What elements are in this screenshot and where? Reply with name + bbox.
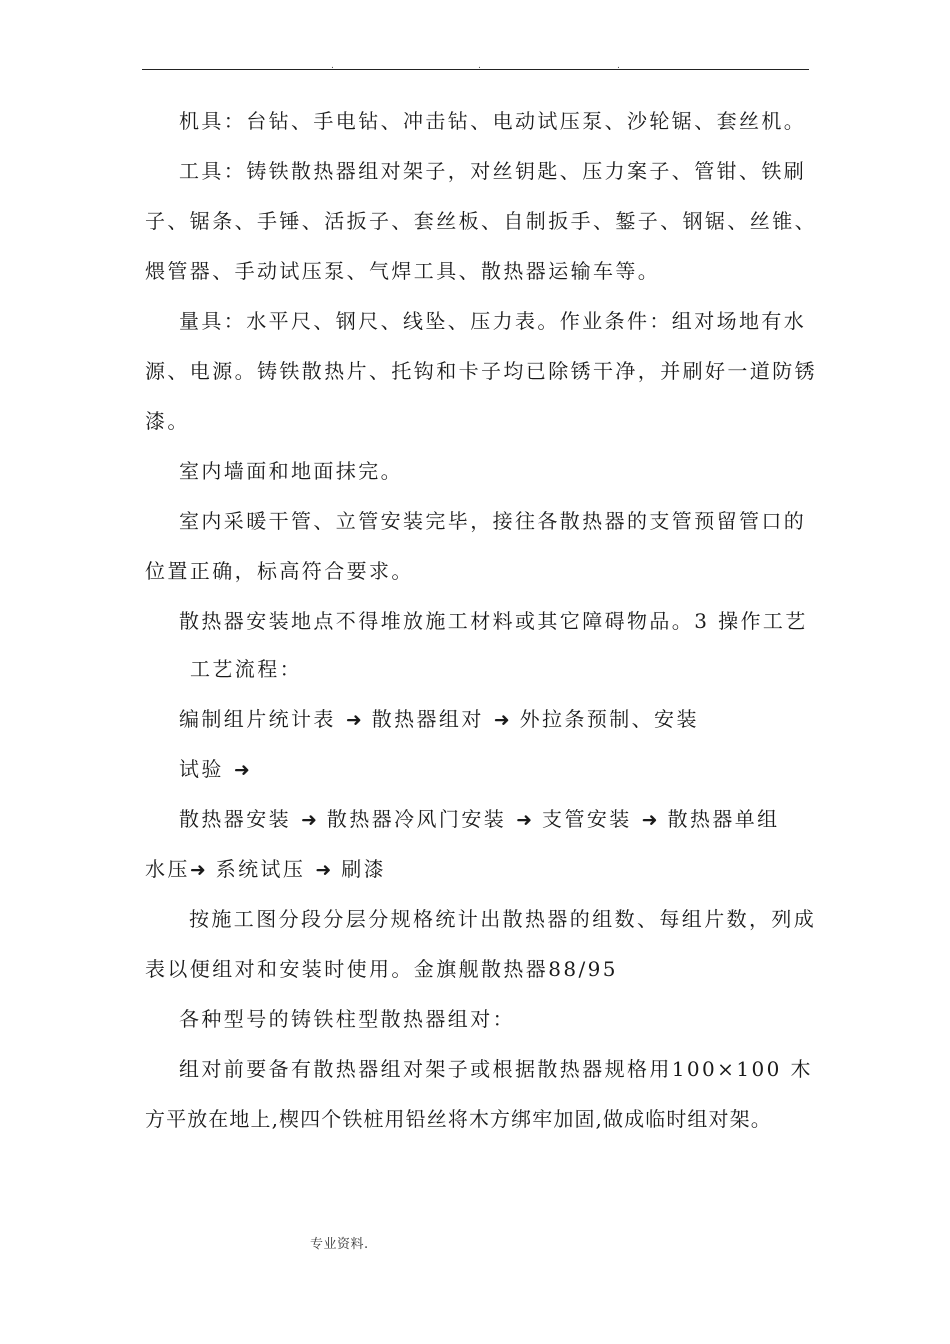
right-arrow-icon: ➜	[315, 859, 332, 881]
header-rule	[142, 69, 809, 70]
flow-step: 散热器冷风门安装	[326, 807, 507, 831]
text-line: 散热器安装地点不得堆放施工材料或其它障碍物品。3 操作工艺	[179, 609, 808, 633]
footer-text: 专业资料.	[310, 1237, 369, 1252]
text-line: 漆。	[145, 409, 190, 433]
right-arrow-icon: ➜	[233, 759, 250, 781]
flow-step: 散热器组对	[371, 707, 484, 731]
flow-step: 水压	[145, 857, 190, 881]
text-line: 各种型号的铸铁柱型散热器组对：	[179, 1007, 515, 1031]
right-arrow-icon: ➜	[345, 709, 362, 731]
flow-step: 刷漆	[341, 857, 387, 881]
text-line: 按施工图分段分层分规格统计出散热器的组数、每组片数，列成	[189, 907, 817, 931]
text-line-tools-machines: 机具：台钻、手电钻、冲击钻、电动试压泵、沙轮锯、套丝机。	[179, 109, 807, 133]
text-line: 室内采暖干管、立管安装完毕，接往各散热器的支管预留管口的	[179, 509, 807, 533]
flow-step: 散热器安装	[179, 807, 291, 831]
flow-row-1	[179, 706, 699, 733]
text-line: 室内墙面和地面抹完。	[179, 459, 403, 483]
text-line: 位置正确，标高符合要求。	[145, 559, 414, 583]
text-line-measuring-tools: 量具：水平尺、钢尺、线坠、压力表。作业条件：组对场地有水	[179, 309, 807, 333]
flow-row-3	[179, 806, 780, 833]
flow-step: 系统试压	[215, 857, 306, 881]
flow-step: 支管安装	[542, 807, 632, 831]
header-dot: .	[331, 61, 334, 71]
right-arrow-icon: ➜	[189, 859, 206, 881]
flow-step: 散热器单组	[667, 807, 780, 831]
text-line: 表以便组对和安装时使用。金旗舰散热器88/95	[145, 957, 618, 981]
section-heading-process-flow: 工艺流程：	[190, 657, 302, 681]
text-line-tools: 工具：铸铁散热器组对架子，对丝钥匙、压力案子、管钳、铁刷	[179, 159, 807, 183]
right-arrow-icon: ➜	[301, 809, 317, 831]
flow-step: 编制组片统计表	[179, 707, 336, 731]
flow-step: 试验	[179, 757, 224, 781]
text-line: 煨管器、手动试压泵、气焊工具、散热器运输车等。	[145, 259, 661, 283]
flow-row-2	[179, 756, 260, 783]
right-arrow-icon: ➜	[516, 809, 533, 831]
header-dot: .	[478, 61, 481, 71]
right-arrow-icon: ➜	[493, 709, 510, 731]
right-arrow-icon: ➜	[641, 809, 658, 831]
header-dot: .	[617, 61, 620, 71]
text-line: 组对前要备有散热器组对架子或根据散热器规格用100×100 木	[179, 1057, 813, 1081]
flow-step: 外拉条预制、安装	[519, 707, 699, 731]
flow-row-4	[145, 856, 386, 883]
text-line: 子、锯条、手锤、活扳子、套丝板、自制扳手、錾子、钢锯、丝锥、	[145, 209, 817, 233]
text-line: 源、电源。铸铁散热片、托钩和卡子均已除锈干净，并刷好一道防锈	[145, 359, 817, 383]
text-line: 方平放在地上,楔四个铁桩用铅丝将木方绑牢加固,做成临时组对架。	[145, 1107, 772, 1131]
